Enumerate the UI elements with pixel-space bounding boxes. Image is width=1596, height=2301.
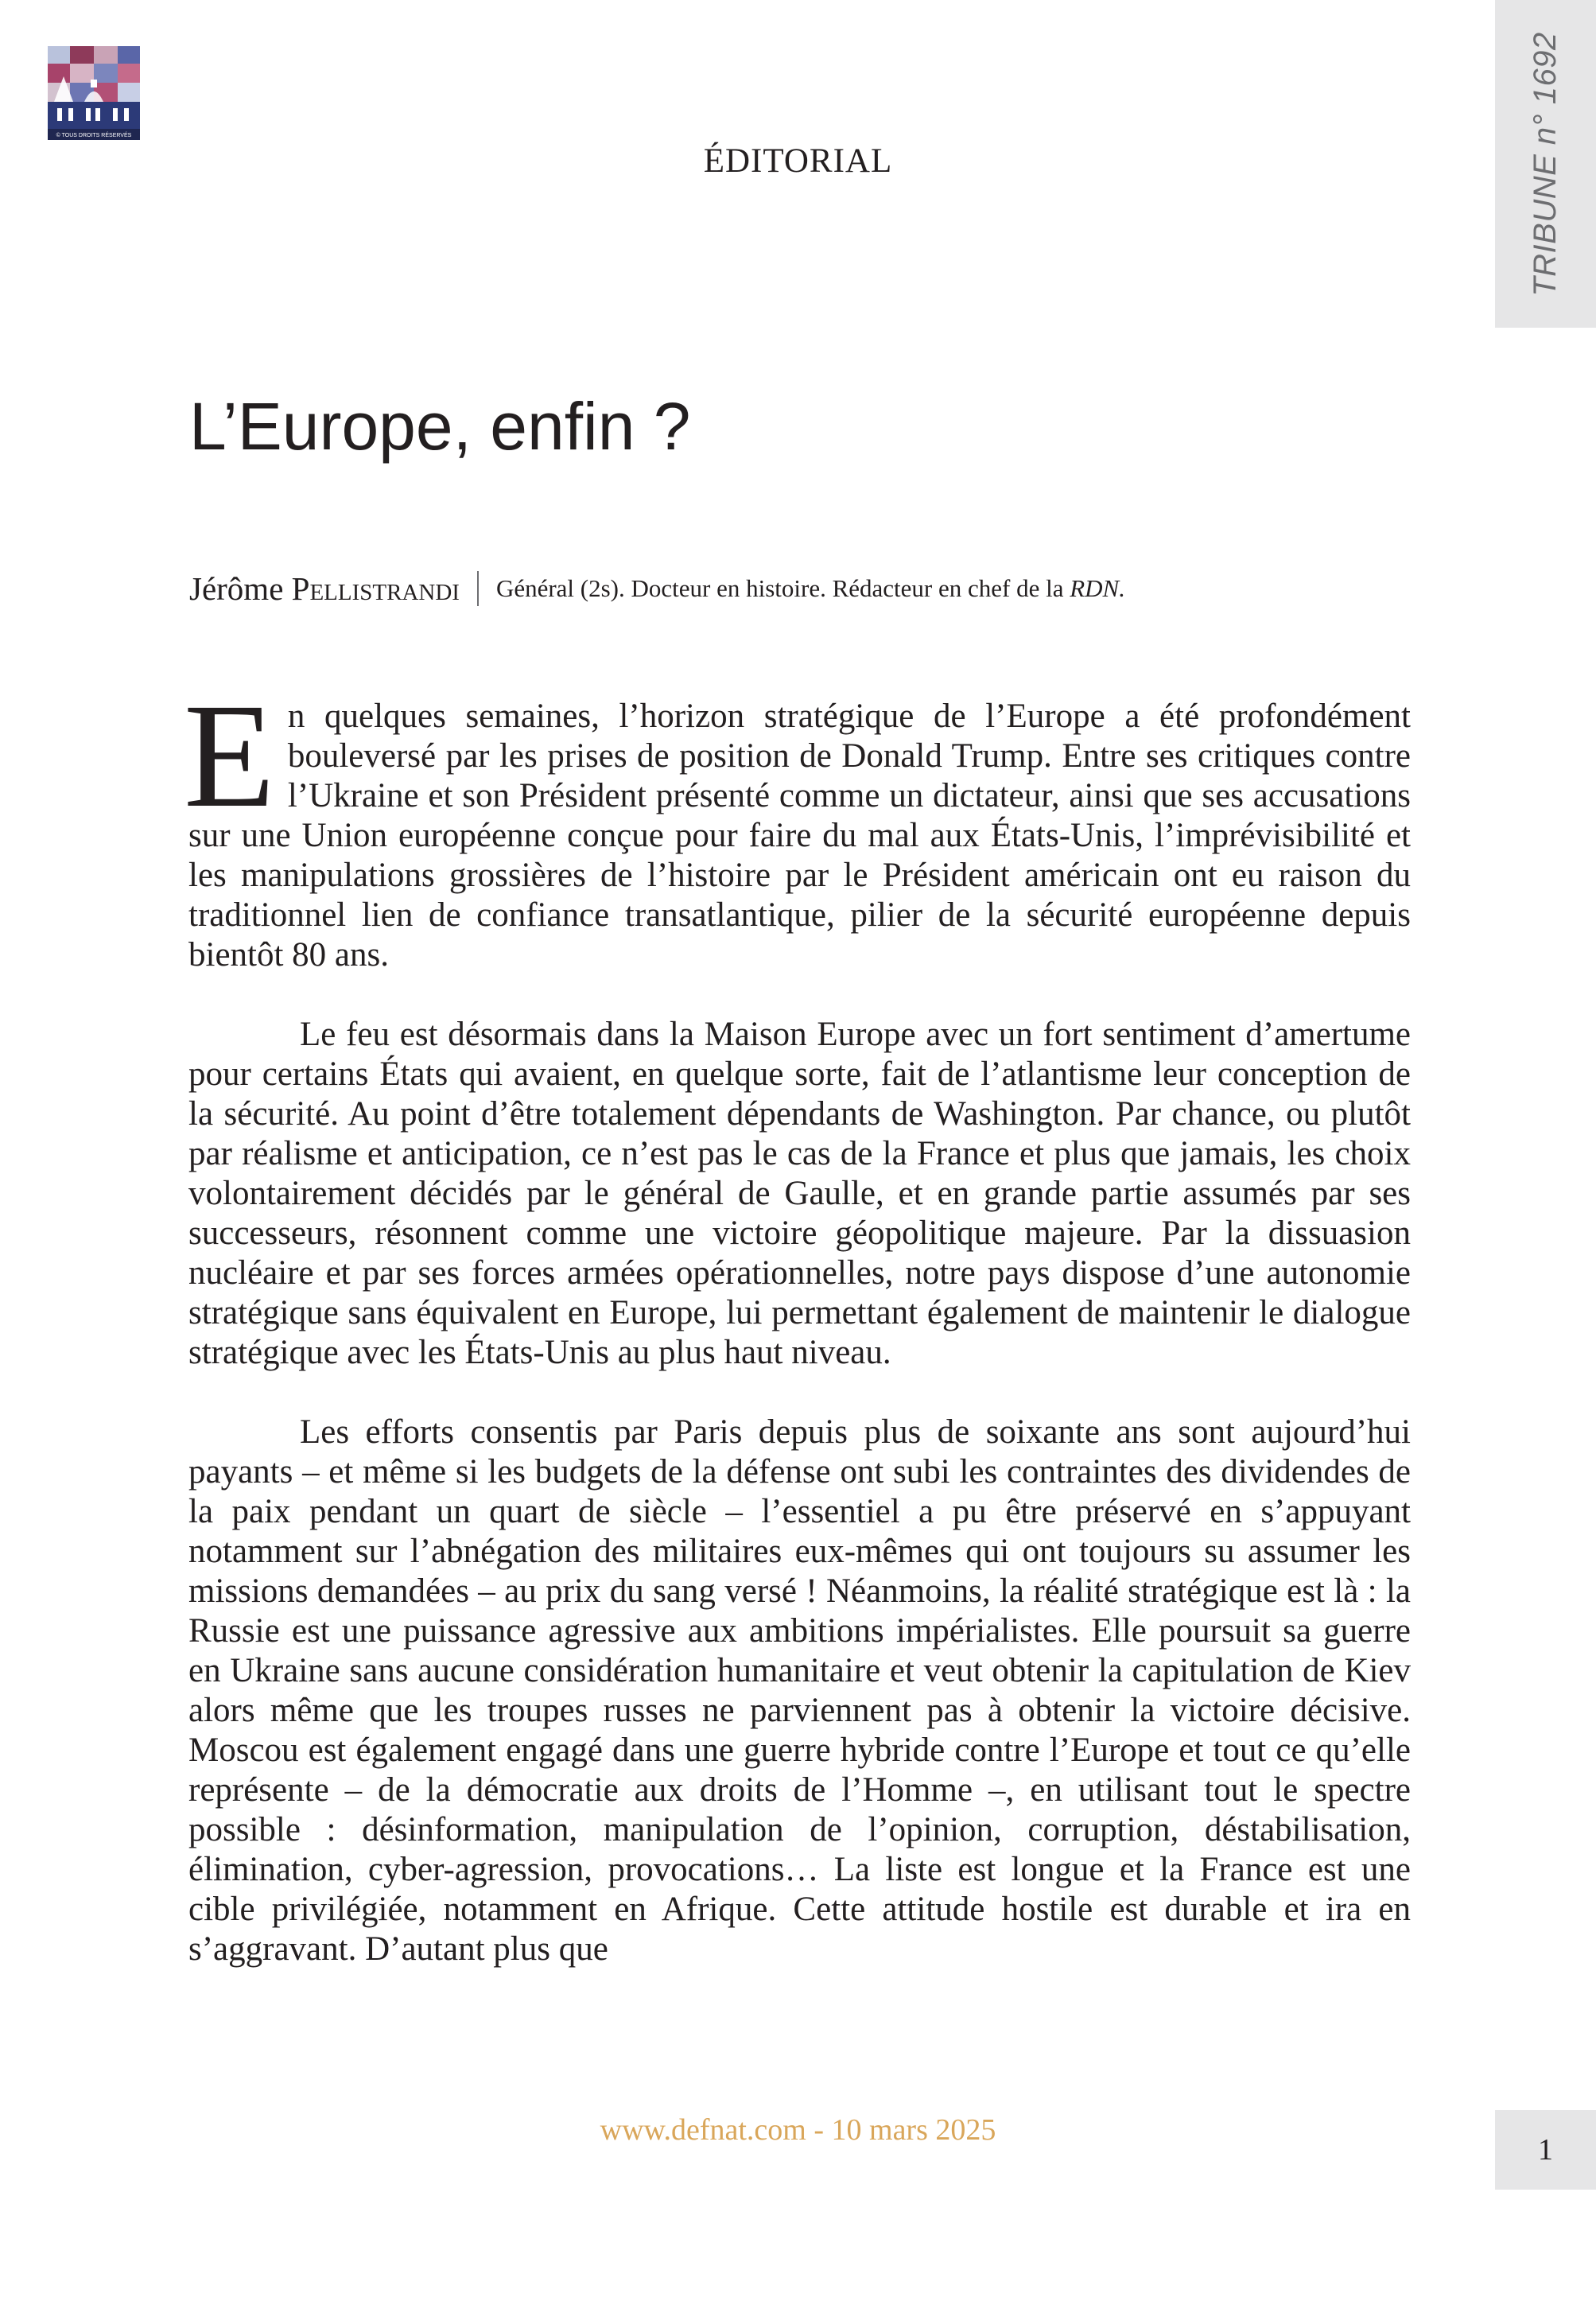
logo-caption: © TOUS DROITS RÉSERVÉS — [56, 133, 132, 138]
author-bio — [496, 574, 1125, 603]
page-number: 1 — [1495, 2110, 1596, 2190]
drop-cap: E — [184, 672, 275, 838]
author-first-name: Jérôme — [189, 570, 284, 607]
article-paragraph-2: Le feu est désormais dans la Maison Europe avec un fort sentiment d’amertume pour certains États qui avaient, en quelque sorte, fait de l’atlantisme leur conception de la sécurité. Au point d’être totalement dépendants de Washington. Par chance, ou plutôt par réalisme et anticipation, ce n’est pas le cas de la France et plus que jamais, les choix volontairement décidés par le général de Gaulle, et en grande partie assumés par ses successeurs, résonnent comme une victoire géopolitique majeure. Par la dissuasion nucléaire et par ses forces armées opérationnelles, notre pays dispose d’une autonomie stratégique sans équivalent en Europe, lui permettant également de maintenir le dialogue stratégique avec les États-Unis au plus haut niveau. — [188, 1016, 1411, 1371]
author-last-name: Pellistrandi — [291, 570, 460, 607]
article-body — [184, 672, 1411, 1969]
author-bio-text: Général (2s). Docteur en histoire. Rédacteur en chef de la — [495, 574, 1064, 602]
institution-logo-icon — [46, 45, 142, 142]
section-label: ÉDITORIAL — [703, 142, 893, 180]
author-name — [189, 569, 460, 608]
tribune-number: TRIBUNE n° 1692 — [1528, 31, 1563, 297]
paragraph-1-text: n quelques semaines, l’horizon stratégique de l’Europe a été profondément bouleversé par les prises de position de Donald Trump. Entre ses critiques contre l’Ukraine et son Président présenté comme un dictateur, ainsi que ses accusations sur une Union européenne conçue pour faire du mal aux États-Unis, l’imprévisibilité et les manipulations grossières de l’histoire par le Président américain ont eu raison du traditionnel lien de confiance transatlantique, pilier de la sécurité européenne depuis bientôt 80 ans. — [188, 698, 1411, 974]
publisher-logo — [46, 45, 142, 142]
byline-divider — [477, 571, 479, 606]
author-bio-journal: RDN. — [1070, 574, 1125, 602]
article-title: L’Europe, enfin ? — [189, 389, 691, 464]
byline — [189, 569, 1125, 608]
article-paragraph-3: Les efforts consentis par Paris depuis plus de soixante ans sont aujourd’hui payants – et même si les budgets de la défense ont subi les contraintes des dividendes de la paix pendant un quart de siècle – l’essentiel a pu être préservé en s’appuyant notamment sur l’abnégation des militaires eux-mêmes qui ont toujours su assumer les missions demandées – au prix du sang versé ! Néanmoins, la réalité stratégique est là : la Russie est une puissance agressive aux ambitions impérialistes. Elle poursuit sa guerre en Ukraine sans aucune considération humanitaire et veut obtenir la capitulation de Kiev alors même que les troupes russes ne parviennent pas à obtenir la victoire décisive. Moscou est également engagé dans une guerre hybride contre l’Europe et tout ce qu’elle représente – de la démocratie aux droits de l’Homme –, en utilisant tout le spectre possible : désinformation, manipulation de l’opinion, corruption, déstabilisation, élimination, cyber-agression, provocations… La liste est longue et la France est une cible privilégiée, notamment en Afrique. Cette attitude hostile est durable et ira en s’aggravant. D’autant plus que — [188, 1413, 1411, 1968]
footer-source: www.defnat.com - 10 mars 2025 — [600, 2113, 996, 2147]
article-paragraph-1 — [184, 672, 1411, 975]
